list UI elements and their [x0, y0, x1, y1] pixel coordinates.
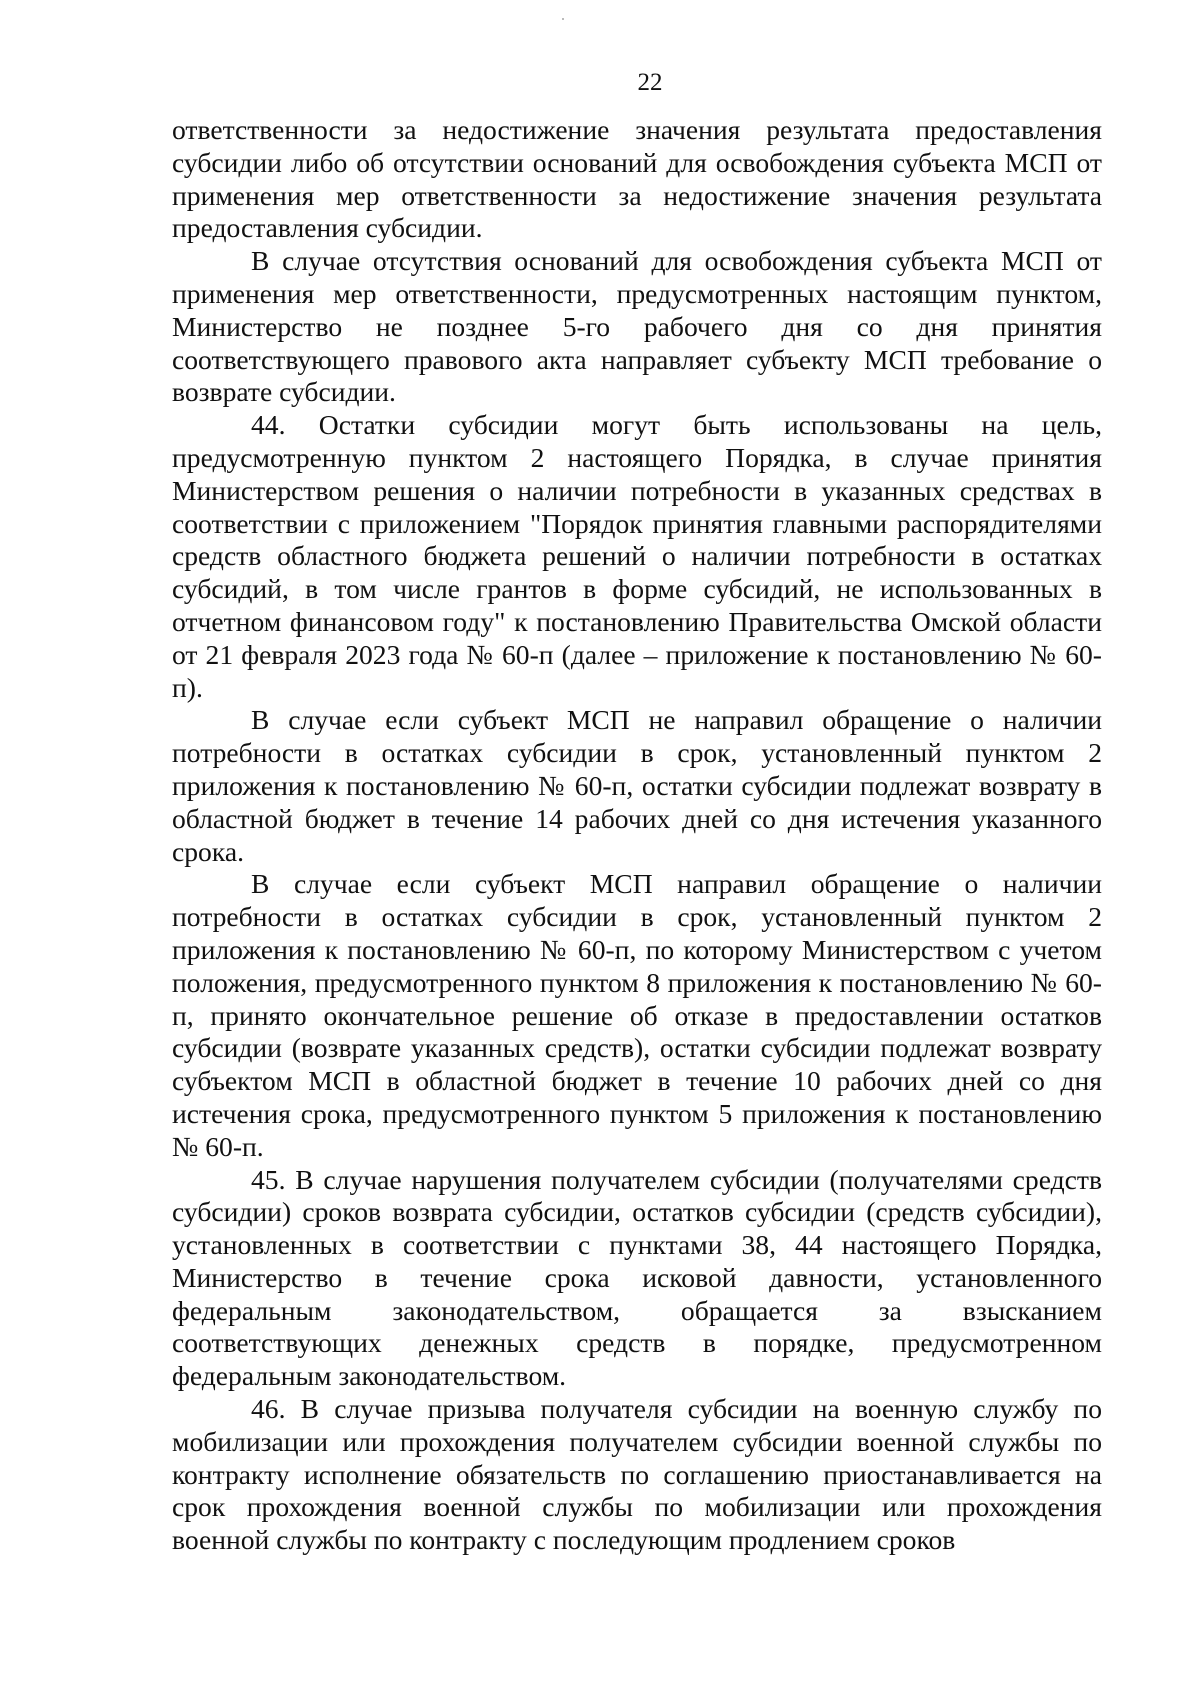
paragraph: В случае если субъект МСП направил обращение о наличии потребности в остатках субсидии в срок, установленный пунктом 2 приложения к постановлению № 60-п, по которому Министерством с учетом положения, предусмотренного пунктом 8 приложения к постановлению № 60-п, принято окончательное решение об отказе в предоставлении остатков субсидии (возврате указанных средств), остатки субсидии подлежат возврату субъектом МСП в областной бюджет в течение 10 рабочих дней со дня истечения срока, предусмотренного пунктом 5 приложения к постановлению № 60-п. — [172, 868, 1102, 1162]
paragraph: В случае если субъект МСП не направил обращение о наличии потребности в остатках субсидии в срок, установленный пунктом 2 приложения к постановлению № 60-п, остатки субсидии подлежат возврату в областной бюджет в течение 14 рабочих дней со дня истечения указанного срока. — [172, 704, 1102, 867]
document-body — [172, 114, 1102, 1557]
paragraph: В случае отсутствия оснований для освобождения субъекта МСП от применения мер ответственности, предусмотренных настоящим пунктом, Министерство не позднее 5-го рабочего дня со дня принятия соответствующего правового акта направляет субъекту МСП требование о возврате субсидии. — [172, 245, 1102, 408]
paragraph-item-46: 46. В случае призыва получателя субсидии на военную службу по мобилизации или прохождения получателем субсидии военной службы по контракту исполнение обязательств по соглашению приостанавливается на срок прохождения военной службы по мобилизации или прохождения военной службы по контракту с последующим продлением сроков — [172, 1393, 1102, 1556]
scan-artifact — [562, 18, 564, 20]
page-number: 22 — [637, 69, 663, 96]
paragraph-item-44: 44. Остатки субсидии могут быть использованы на цель, предусмотренную пунктом 2 настоящего Порядка, в случае принятия Министерством решения о наличии потребности в указанных средствах в соответствии с приложением "Порядок принятия главными распорядителями средств областного бюджета решений о наличии потребности в остатках субсидий, в том числе грантов в форме субсидий, не использованных в отчетном финансовом году" к постановлению Правительства Омской области от 21 февраля 2023 года № 60-п (далее – приложение к постановлению № 60-п). — [172, 409, 1102, 703]
paragraph: ответственности за недостижение значения результата предоставления субсидии либо об отсутствии оснований для освобождения субъекта МСП от применения мер ответственности за недостижение значения результата предоставления субсидии. — [172, 114, 1102, 244]
paragraph-item-45: 45. В случае нарушения получателем субсидии (получателями средств субсидии) сроков возврата субсидии, остатков субсидии (средств субсидии), установленных в соответствии с пунктами 38, 44 настоящего Порядка, Министерство в течение срока исковой давности, установленного федеральным законодательством, обращается за взысканием соответствующих денежных средств в порядке, предусмотренном федеральным законодательством. — [172, 1163, 1102, 1392]
